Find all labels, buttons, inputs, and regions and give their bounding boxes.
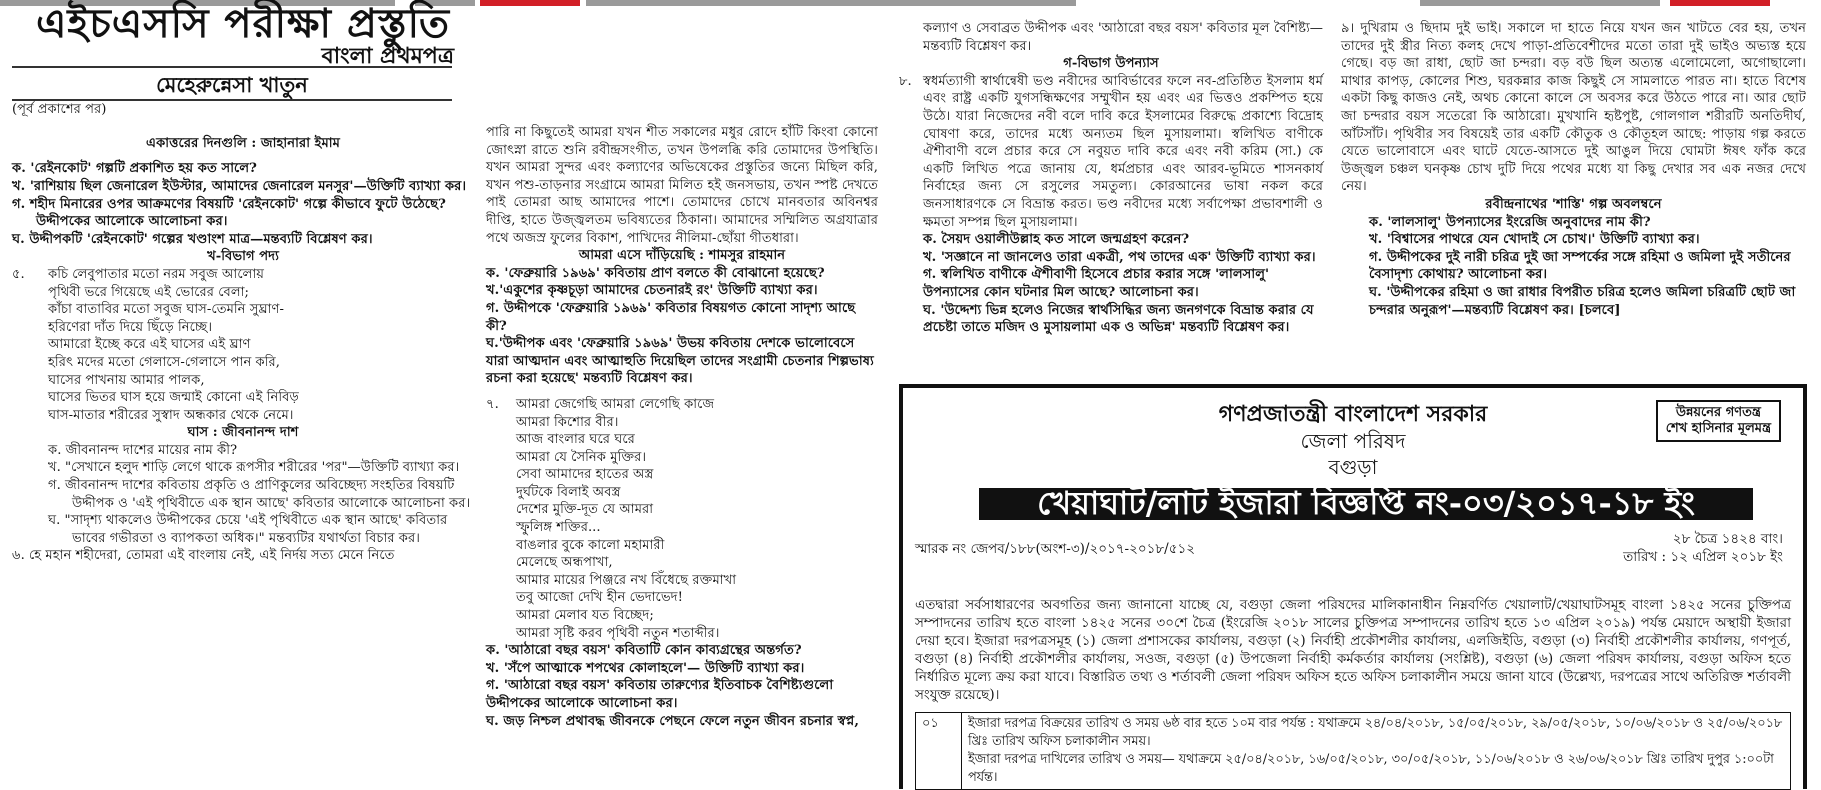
- slogan-line: উন্নয়নের গণতন্ত্র: [1675, 405, 1761, 420]
- poem-line: ঘাস-মাতার শরীরের সুস্বাদ অন্ধকার থেকে নেমে।: [48, 407, 294, 423]
- office-name: জেলা পরিষদ: [1300, 429, 1406, 453]
- passage: স্বধর্মত্যাগী স্বার্থান্বেষী ভণ্ড নবীদের আবির্ভাবের ফলে নব-প্রতিষ্ঠিত ইসলাম ধর্ম এবং রাষ্ট্র একটি যুগসন্ধিক্ষণের সম্মুখীন হয় এবং এর ভিত্তও প্রকম্পিত হয়ে উঠে। যারা নিজেদের নবী বলে দাবি করে ইসলামের বিরুদ্ধে প্রকাশ্যে বিদ্রোহ ঘোষণা করে, তাদের মধ্যে অন্যতম ছিল মুসায়লামা। স্বলিখিত বাণীকে ঐশীবাণী বলে প্রচার করে সে নবুয়ত দাবি করে এবং নবী করিম (সা.) কে একটি লিখিত পত্রে জানায় যে, ধর্মপ্রচার এবং আরব-ভূমিতে শাসনকার্য নির্বাহের জন্য সে রসুলের সমতুল্য। কোরআনের ভাষা নকল করে জনসাধারণকে সে বিভ্রান্ত করত। ভণ্ড নবীদের মধ্যে সর্বাপেক্ষা প্রভাবশালী ও ক্ষমতা সম্পন্ন ছিল মুসায়লামা।: [923, 73, 1323, 230]
- question-7: [486, 396, 878, 642]
- question-ka: ক. জীবনানন্দ দাশের মায়ের নাম কী?: [48, 442, 238, 458]
- poem-line: সেবা আমাদের হাতের অস্ত্র: [516, 467, 654, 483]
- question-gha: ঘ. "সাদৃশ্য থাকলেও উদ্দীপকের চেয়ে 'এই পৃথিবীতে এক স্থান আছে' কবিতার ভাবের গভীরতা ও ব্যাপকতা অধিক।" মন্তব্যটির যথার্থতা বিচার কর।: [48, 513, 448, 546]
- question-number: ৭.: [486, 396, 499, 412]
- poem-line: পৃথিবী ভরে গিয়েছে এই ভোরের বেলা;: [48, 284, 249, 300]
- question-gha: ঘ. 'উদ্দেশ্য ভিন্ন হলেও নিজের স্বার্থসিদ্ধির জন্য জনগণকে বিভ্রান্ত করার যে প্রচেষ্টা তাতে মজিদ ও মুসায়লামা এক ও অভিন্ন' মন্তব্যটি বিশ্লেষণ কর।: [923, 302, 1314, 336]
- question-number: ৮.: [899, 73, 912, 89]
- poem-line: আমারো ইচ্ছে করে এই ঘাসের এই ঘ্রাণ: [48, 337, 251, 353]
- question-ga: গ. 'আঠারো বছর বয়স' কবিতায় তারুণ্যের ইতিবাচক বৈশিষ্ট্যগুলো উদ্দীপকের আলোকে আলোচনা কর।: [486, 678, 834, 711]
- passage: পারি না কিছুতেই আমরা যখন শীত সকালের মধুর রোদে হাঁটি কিংবা কোনো জোৎস্না রাতে শুনি রবীন্দ্রসংগীত, তখন উপলব্ধি করি তোমাদের উপস্থিতি। যখন আমরা সুন্দর এবং কল্যাণের অভিষেকের প্রস্তুতির জন্যে মিছিল করি, যখন পশু-তাড়নার সংগ্রামে আমরা মিলিত হই জনসভায়, তখন স্পষ্ট দেখতে পাই তোমরা আছ আমাদের পাশে। তোমাদের চোখে মানবতার অবিনশ্বর দীপ্তি, হাতে উজ্জ্বলতম ভবিষ্যতের ঠিকানা। আমাদের সম্মিলিত অগ্রযাত্রার পথে অজস্র ফুলের বিকাশ, পাখিদের নীলিমা-ছোঁয়া গীতধারা।: [486, 125, 878, 246]
- poem-source: ঘাস : জীবনানন্দ দাশ: [187, 425, 299, 441]
- reference-row: [915, 530, 1783, 582]
- question-ga: গ. উদ্দীপকে 'ফেব্রুয়ারি ১৯৬৯' কবিতার বিষয়গত কোনো সাদৃশ্য আছে কী?: [486, 300, 856, 334]
- question-gha: ঘ. জড় নিশ্চল প্রথাবদ্ধ জীবনকে পেছনে ফেলে নতুন জীবন রচনার স্বপ্ন,: [486, 713, 859, 729]
- column-4: [1341, 20, 1806, 319]
- question-kha: খ.'একুশের কৃষ্ণচূড়া আমাদের চেতনারই রং' উক্তিটি ব্যাখ্যা কর।: [486, 283, 818, 299]
- slogan-line: শেখ হাসিনার মূলমন্ত্র: [1665, 421, 1771, 436]
- column-2: [486, 124, 878, 730]
- date-line: [1623, 548, 1783, 566]
- poem-line: আমরা কিশোর বীর।: [516, 414, 619, 430]
- continued-note: (পূর্ব প্রকাশের পর): [12, 102, 107, 118]
- question-gha: ঘ.'উদ্দীপক এবং 'ফেব্রুয়ারি ১৯৬৯' উভয় কবিতায় দেশকে ভালোবেসে যারা আত্মদান এবং আত্মাহুতি দিয়েছিল তাদের সংগ্রামী চেতনার শিল্পভাষ্য রচনা করা হয়েছে' মন্তব্যটি বিশ্লেষণ কর।: [486, 336, 874, 387]
- district-name: বগুড়া: [1328, 455, 1378, 479]
- poem-line: দুর্ঘটকে বিলাই অবস্ত্র: [516, 484, 621, 500]
- poem-line: হরিণেরা দাঁত দিয়ে ছিঁড়ে নিচ্ছে।: [48, 319, 213, 335]
- subject-title: বাংলা প্রথমপত্র: [321, 43, 454, 69]
- poem-line: আজ বাংলার ঘরে ঘরে: [516, 432, 635, 448]
- poem-block: [516, 396, 736, 642]
- poem-line: দেশের মুক্তি-দূত যে আমরা: [516, 502, 654, 518]
- section-title: গ-বিভাগ উপন্যাস: [1063, 56, 1159, 72]
- column-3: [899, 20, 1323, 337]
- poem-line: তবু আজো দেখি হীন ভেদাভেদ!: [516, 590, 683, 606]
- question-kha: খ. 'রাশিয়ায় ছিল জেনারেল ইউস্টার, আমাদের জেনারেল মনসুর'—উক্তিটি ব্যাখ্যা কর।: [12, 178, 467, 194]
- question-kha: খ. 'সজ্ঞানে না জানলেও তারা একত্রী, পথ তাদের এক' উক্তিটি ব্যাখ্যা কর।: [923, 249, 1316, 265]
- poem-line: ঘাসের পাখনায় আমার পালক,: [48, 372, 205, 388]
- memo-number: স্মারক নং জেপব/১৮৮(অংশ-৩)/২০১৭-২০১৮/৫১২: [915, 541, 1196, 557]
- poem-line: আমরা জেগেছি আমরা লেগেছি কাজে: [516, 396, 715, 412]
- poem-line: স্ফুলিঙ্গ শক্তির...: [516, 520, 601, 536]
- top-rule: [586, 0, 1076, 6]
- masthead-title: এইচএসসি পরীক্ষা প্রস্তুতি: [35, 0, 451, 47]
- poem-line: কাঁচা বাতাবির মতো সবুজ ঘাস-তেমনি সুঘ্রাণ-: [48, 302, 284, 318]
- poem-line: আমরা সৃষ্টি করব পৃথিবী নতুন শতাব্দীর।: [516, 625, 720, 641]
- poem-line: কচি লেবুপাতার মতো নরম সবুজ আলোয়: [48, 266, 265, 282]
- question-kha: খ. 'বিশ্বাসের পাথরে যেন খোদাই সে চোখ।' উক্তিটি ব্যাখ্যা কর।: [1369, 232, 1700, 248]
- schedule-line: ইজারা দরপত্র বিক্রয়ের তারিখ ও সময় ৬ষ্ঠ বার হতে ১০ম বার পর্যন্ত : যথাক্রমে ২৪/০৪/২০১৮, ১৫/০৫/২০১৮, ২৯/০৫/২০১৮, ১০/০৬/২০১৮ ও ২৫/০৬/২০১৮ খ্রিঃ তারিখ অফিস চলাকালীন সময়।: [968, 716, 1783, 749]
- question-ga: গ. শহীদ মিনারের ওপর আক্রমণের বিষয়টি 'রেইনকোট' গল্পে কীভাবে ফুটে উঠেছে? উদ্দীপকের আলোকে আলোচনা কর।: [12, 196, 446, 230]
- poem-line: আমরা যে সৈনিক মুক্তির।: [516, 449, 647, 465]
- government-name: গণপ্রজাতন্ত্রী বাংলাদেশ সরকার: [1218, 401, 1488, 427]
- tender-advertisement: [899, 384, 1807, 789]
- passage-source: আমরা এসে দাঁড়িয়েছি : শামসুর রাহমান: [578, 248, 786, 264]
- passage: ৯। দুখিরাম ও ছিদাম দুই ভাই। সকালে দা হাতে নিয়ে যখন জন খাটতে বের হয়, তখন তাদের দুই স্ত্রীর নিত্য কলহ দেখে পাড়া-প্রতিবেশীদের মতো তারা দুই ভাইও অভ্যস্ত হয়ে গেছে। বড় জা রাধা, ছোট জা চন্দরা। বড় বউ ছিল অত্যন্ত এলোমেলো, অগোছালো। মাথার কাপড়, কোলের শিশু, ঘরকন্নার কাজ কিছুই সে সামলাতে পারত না। হাতে বিশেষ একটা কিছু কাজও নেই, অথচ কোনো কালে সে অবসর করে উঠতে পারে না। আর ছোট জা চন্দরার বয়স সতেরো কি আঠারো। মুখখানি হৃষ্টপুষ্ট, গোলগাল শরীরটি অনতিদীর্ঘ, আঁটসাঁট। পৃথিবীর সব বিষয়েই তার একটি কৌতুক ও কৌতূহল আছে: পাড়ায় গল্প করতে যেতে ভালোবাসে এবং ঘাটে যেতে-আসতে দুই আঙুল দিয়ে ঘোমটা ঈষৎ ফাঁক করে উজ্জ্বল চঞ্চল ঘনকৃষ্ণ চোখ দুটি দিয়ে পথের মধ্যে যা কিছু দেখার সব এক নজর দেখে নেয়।: [1341, 21, 1806, 195]
- question-ka: ক. 'রেইনকোট' গল্পটি প্রকাশিত হয় কত সালে?: [12, 161, 257, 177]
- question-ka: ক. 'ফেব্রুয়ারি ১৯৬৯' কবিতায় প্রাণ বলতে কী বোঝানো হয়েছে?: [486, 265, 825, 281]
- question-8: [899, 73, 1323, 231]
- question-gha: ঘ. উদ্দীপকটি 'রেইনকোট' গল্পের খণ্ডাংশ মাত্র—মন্তব্যটি বিশ্লেষণ কর।: [12, 231, 373, 247]
- section-title: একাত্তরের দিনগুলি : জাহানারা ইমাম: [146, 135, 340, 151]
- slogan-box: [1656, 400, 1781, 442]
- question-kha: খ. "সেখানে হলুদ শাড়ি লেগে থাকে রূপসীর শরীরের 'পর"—উক্তিটি ব্যাখ্যা কর।: [48, 460, 460, 476]
- section-title: খ-বিভাগ পদ্য: [207, 249, 279, 265]
- author-name: মেহেরুন্নেসা খাতুন: [12, 66, 452, 102]
- poem-block: [48, 266, 299, 424]
- table-cell-number: ০১: [916, 713, 962, 789]
- question-5: [12, 266, 474, 424]
- poem-line: মেলেছে অন্ধপাখা,: [516, 555, 613, 571]
- tender-banner: খেয়াঘাট/লাট ইজারা বিজ্ঞপ্তি নং-০৩/২০১৭-১৮ ইং: [979, 488, 1753, 520]
- question-continuation: কল্যাণ ও সেবাব্রত উদ্দীপক এবং 'আঠারো বছর বয়স' কবিতার মূল বৈশিষ্ট্য—মন্তব্যটি বিশ্লেষণ কর।: [923, 21, 1323, 54]
- question-number: ৫.: [12, 266, 25, 282]
- question-kha: খ. 'সঁপে আত্মাকে শপথের কোলাহলে'— উক্তিটি ব্যাখ্যা কর।: [486, 660, 805, 676]
- column-1: [12, 0, 474, 565]
- poem-line: বাঙলার বুকে কালো মহামারী: [516, 537, 665, 553]
- question-ka: ক. সৈয়দ ওয়ালীউল্লাহ কত সালে জন্মগ্রহণ করেন?: [923, 232, 1190, 248]
- date-bengali: ২৮ চৈত্র ১৪২৪ বাং।: [1672, 531, 1783, 547]
- top-rule: [1420, 0, 1660, 6]
- question-6: ৬. হে মহান শহীদেরা, তোমরা এই বাংলায় নেই, এই নির্দয় সত্য মেনে নিতে: [12, 548, 395, 564]
- question-ga: গ. জীবনানন্দ দাশের কবিতায় প্রকৃতি ও প্রাণিকুলের অবিচ্ছেদ্য সংহতির বিষয়টি উদ্দীপক ও 'এই পৃথিবীতে এক স্থান আছে' কবিতার আলোকে আলোচনা কর।: [48, 478, 471, 511]
- question-ga: গ. উদ্দীপকের দুই নারী চরিত্র দুই জা সম্পর্কের সঙ্গে রহিমা ও জমিলা দুই সতীনের বৈসাদৃশ্য কোথায়? আলোচনা কর।: [1369, 249, 1791, 283]
- poem-line: আমরা মেলাব যত বিচ্ছেদ;: [516, 608, 654, 624]
- date-label: তারিখ :: [1623, 549, 1667, 565]
- question-gha: ঘ. 'উদ্দীপকের রহিমা ও জা রাধার বিপরীত চরিত্র হলেও জমিলা চরিত্রটি ছোট জা চন্দরার অনুরূপ'—মন্তব্যটি বিশ্লেষণ কর। [চলবে]: [1369, 284, 1796, 318]
- date-block: [1623, 530, 1783, 566]
- poem-line: ঘাসের ভিতর ঘাস হয়ে জন্মাই কোনো এই নিবিড়: [48, 390, 299, 406]
- date-english: ১২ এপ্রিল ২০১৮ ইং: [1670, 549, 1783, 565]
- question-ka: ক. 'লালসালু' উপন্যাসের ইংরেজি অনুবাদের নাম কী?: [1369, 214, 1651, 230]
- passage-source: রবীন্দ্রনাথের 'শাস্তি' গল্প অবলম্বনে: [1485, 196, 1662, 212]
- top-rule-red: [480, 0, 580, 6]
- question-ga: গ. স্বলিখিত বাণীকে ঐশীবাণী হিসেবে প্রচার করার সঙ্গে 'লালসালু' উপন্যাসের কোন ঘটনার মিল আছে? আলোচনা কর।: [923, 267, 1270, 300]
- table-cell-text: [962, 713, 1790, 789]
- schedule-line: ইজারা দরপত্র দাখিলের তারিখ ও সময়— যথাক্রমে ২৫/০৪/২০১৮, ১৬/০৫/২০১৮, ৩০/০৫/২০১৮, ১১/০৬/২০১৮ ও ২৬/০৬/২০১৮ খ্রিঃ তারিখ দুপুর ১:০০টা পর্যন্ত।: [968, 752, 1774, 785]
- question-ka: ক. 'আঠারো বছর বয়স' কবিতাটি কোন কাব্যগ্রন্থের অন্তর্গত?: [486, 643, 802, 659]
- poem-line: হরিৎ মদের মতো গেলাসে-গেলাসে পান করি,: [48, 354, 280, 370]
- poem-line: আমার মায়ের পিঞ্জরে নখ বিঁধেছে রক্তমাখা: [516, 572, 737, 588]
- top-rule-red: [1670, 0, 1770, 6]
- notice-body: এতদ্বারা সর্বসাধারণের অবগতির জন্য জানানো যাচ্ছে যে, বগুড়া জেলা পরিষদের মালিকানাধীন নিম্নবর্ণিত খেয়ালাট/খেয়াঘাটসমূহ বাংলা ১৪২৫ সনের চুক্তিপত্র সম্পাদনের তারিখ হতে বাংলা ১৪২৫ সনের ৩০শে চৈত্র (ইংরেজি ২০১৮ সালের চুক্তিপত্র সম্পাদনের তারিখ হতে ১৩ এপ্রিল ২০১৯) পর্যন্ত মেয়াদে অস্থায়ী ইজারা দেয়া হবে। ইজারা দরপত্রসমূহ (১) জেলা প্রশাসকের কার্যালয়, বগুড়া (২) নির্বাহী প্রকৌশলীর কার্যালয়, এলজিইডি, বগুড়া (৩) নির্বাহী প্রকৌশলীর কার্যালয়, গণপূর্ত, বগুড়া (৪) নির্বাহী প্রকৌশলীর কার্যালয়, সওজ, বগুড়া (৫) উপজেলা নির্বাহী কর্মকর্তার কার্যালয় (সংশ্লিষ্ট), বগুড়া (৬) জেলা পরিষদ কার্যালয়, বগুড়া অফিস হতে নির্ধারিত মূল্যে ক্রয় করা যাবে। বিস্তারিত তথ্য ও শর্তাবলী জেলা পরিষদ অফিস হতে অফিস চলাকালীন সময়ে জানা যাবে (উল্লেখ্য, দরপত্রের সাথে অতিরিক্ত শর্তাবলী সংযুক্ত রয়েছে)।: [915, 597, 1791, 703]
- schedule-table: [915, 712, 1791, 790]
